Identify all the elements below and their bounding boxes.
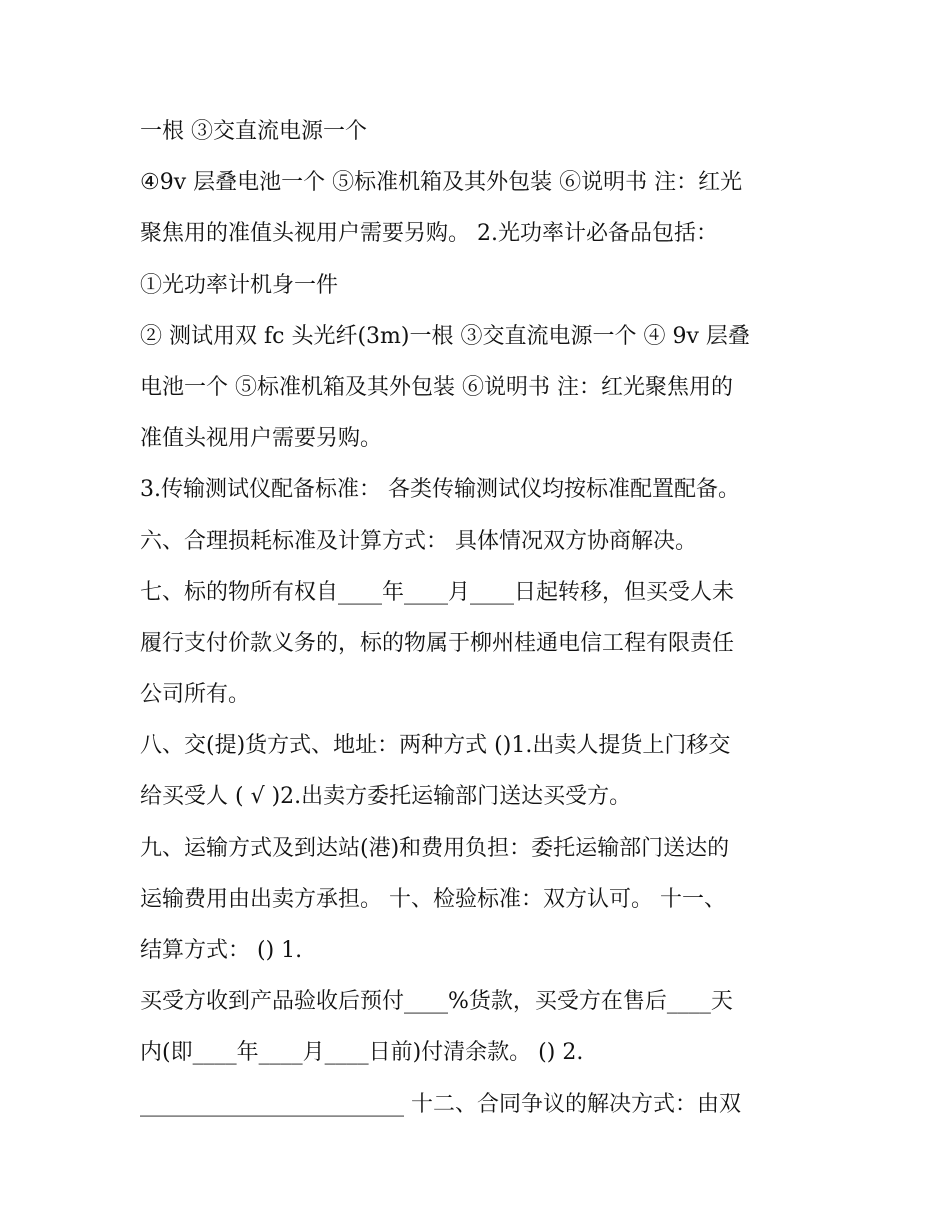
text-line: ________________________ 十二、合同争议的解决方式：由双	[140, 1091, 741, 1117]
text-line: 履行支付价款义务的，标的物属于柳州桂通电信工程有限责任	[140, 630, 735, 656]
document-body	[140, 106, 820, 1130]
text-line: ② 测试用双 fc 头光纤(3m)一根 ③交直流电源一个 ④ 9v 层叠	[140, 323, 750, 349]
text-line: 聚焦用的准值头视用户需要另购。 2.光功率计必备品包括：	[140, 221, 718, 247]
text-line: 运输费用由出卖方承担。 十、检验标准：双方认可。 十一、	[140, 886, 726, 912]
text-line: 九、运输方式及到达站(港)和费用负担：委托运输部门送达的	[140, 835, 730, 861]
text-line: 七、标的物所有权自____年____月____日起转移，但买受人未	[140, 579, 735, 605]
text-line: 给买受人 ( √ )2.出卖方委托运输部门送达买受方。	[140, 784, 632, 810]
text-line: ①光功率计机身一件	[140, 272, 339, 298]
text-line: 八、交(提)货方式、地址：两种方式 ()1.出卖人提货上门移交	[140, 733, 731, 759]
text-line: 结算方式： () 1.	[140, 938, 303, 963]
text-line: 公司所有。	[140, 682, 251, 708]
text-line: 六、合理损耗标准及计算方式： 具体情况双方协商解决。	[140, 528, 697, 554]
text-line: 3.传输测试仪配备标准： 各类传输测试仪均按标准配置配备。	[140, 477, 740, 503]
text-line: ④9v 层叠电池一个 ⑤标准机箱及其外包装 ⑥说明书 注：红光	[140, 170, 743, 196]
text-line: 买受方收到产品验收后预付____%货款，买受方在售后____天	[140, 989, 733, 1015]
text-line: 电池一个 ⑤标准机箱及其外包装 ⑥说明书 注：红光聚焦用的	[140, 374, 733, 400]
text-line: 一根 ③交直流电源一个	[140, 119, 367, 144]
text-line: 准值头视用户需要另购。	[140, 426, 383, 452]
text-line: 内(即____年____月____日前)付清余款。 () 2.	[140, 1040, 584, 1066]
